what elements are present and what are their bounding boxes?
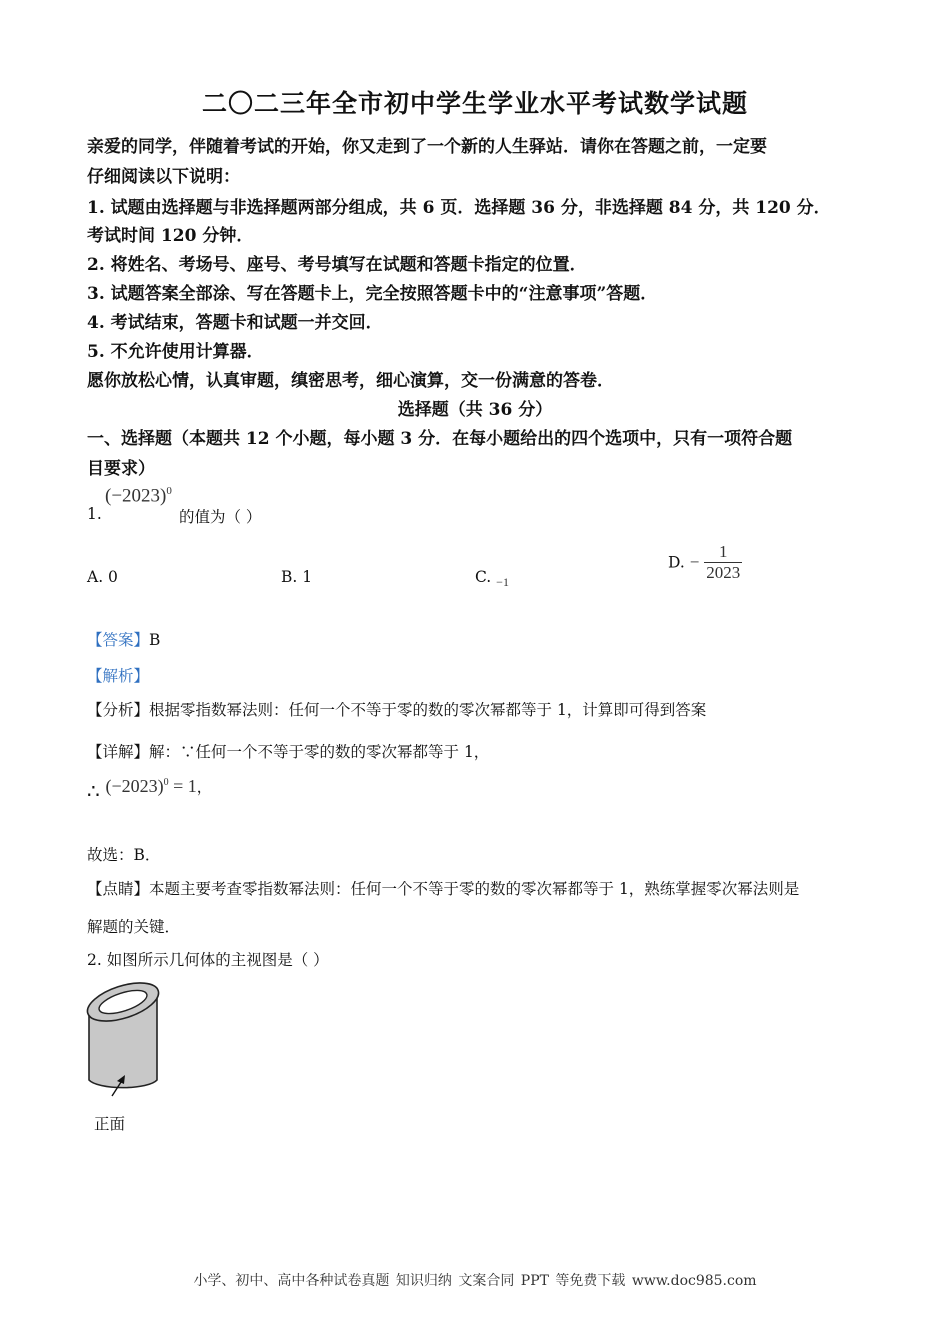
q1-equation (87, 776, 212, 803)
cylinder-figure (82, 978, 172, 1098)
q1-stem: 的值为（ ） (179, 508, 262, 526)
q2-stem: 2. 如图所示几何体的主视图是（ ） (87, 951, 329, 969)
dianjing-text-1: 本题主要考查零指数幂法则：任何一个不等于零的数的零次幂都等于 1，熟练掌握零次幂法则是 (149, 880, 800, 898)
instruction-3: 3. 试题答案全部涂、写在答题卡上，完全按照答题卡中的“注意事项”答题． (87, 284, 658, 304)
instruction-2: 2. 将姓名、考场号、座号、考号填写在试题和答题卡指定的位置． (87, 255, 587, 275)
fenxi-text: 根据零指数幂法则：任何一个不等于零的数的零次幂都等于 1，计算即可得到答案 (149, 701, 707, 719)
q1-choose: 故选：B． (87, 846, 161, 864)
instruction-1a: 1. 试题由选择题与非选择题两部分组成，共 6 页．选择题 36 分，非选择题 84 分，共 120 分． (87, 198, 831, 218)
q1-base: (−2023) (105, 485, 167, 507)
answer-label: 【答案】 (87, 631, 150, 649)
q1-option-d-numerator: 1 (719, 542, 728, 561)
q1-option-c-label: C. (475, 568, 492, 586)
equation-end: ， (196, 778, 212, 796)
q1-detail (87, 740, 489, 762)
q1-option-d-denominator: 2023 (706, 563, 741, 582)
q1-number: 1. (87, 505, 102, 523)
answer-value: B (149, 631, 161, 649)
fenxi-label: 【分析】 (87, 701, 150, 719)
q1-option-d (668, 542, 742, 583)
instruction-1b: 考试时间 120 分钟． (87, 226, 254, 246)
intro-line-1: 亲爱的同学，伴随着考试的开始，你又走到了一个新的人生驿站．请你在答题之前，一定要 (87, 137, 767, 157)
page-footer: 小学、初中、高中各种试卷真题 知识归纳 文案合同 PPT 等免费下载 www.doc985.com (193, 1273, 757, 1289)
q1-dianjing-2: 解题的关键． (87, 918, 181, 936)
section-heading: 选择题（共 36 分） (397, 400, 553, 420)
dianjing-label: 【点睛】 (87, 880, 150, 898)
equation-exponent: 0 (163, 777, 169, 788)
analysis-label: 【解析】 (87, 667, 150, 685)
q1-option-b: B. 1 (281, 568, 313, 586)
q1-option-d-label: D. (668, 553, 685, 572)
equation-base: (−2023) (105, 776, 164, 796)
section-desc-1: 一、选择题（本题共 12 个小题，每小题 3 分．在每小题给出的四个选项中，只有一项符合题 (87, 429, 793, 449)
q1-option-c-value: −1 (496, 575, 509, 589)
q1-option-d-fraction (704, 542, 742, 583)
intro-line-2: 仔细阅读以下说明： (87, 167, 240, 187)
detail-label: 【详解】 (87, 743, 150, 761)
q1-expression (105, 485, 172, 507)
wish-line: 愿你放松心情，认真审题，缜密思考，细心演算，交一份满意的答卷． (87, 371, 614, 391)
q1-fenxi (87, 698, 706, 720)
section-desc-2: 目要求） (87, 459, 155, 479)
q1-exponent: 0 (166, 485, 172, 497)
q1-option-c (475, 568, 509, 590)
q1-dianjing-1 (87, 877, 799, 899)
therefore-symbol: ∴ (87, 779, 100, 803)
q1-option-a: A. 0 (87, 568, 118, 586)
q1-answer (87, 628, 160, 650)
instruction-4: 4. 考试结束，答题卡和试题一并交回． (87, 313, 383, 333)
page-title: 二〇二三年全市初中学生学业水平考试数学试题 (201, 89, 748, 118)
equation-rhs: = 1 (168, 776, 197, 796)
instruction-5: 5. 不允许使用计算器． (87, 342, 264, 362)
detail-text: 解：∵任何一个不等于零的数的零次幂都等于 1， (149, 743, 490, 761)
q1-option-d-sign: − (689, 552, 700, 572)
front-label: 正面 (94, 1115, 126, 1133)
